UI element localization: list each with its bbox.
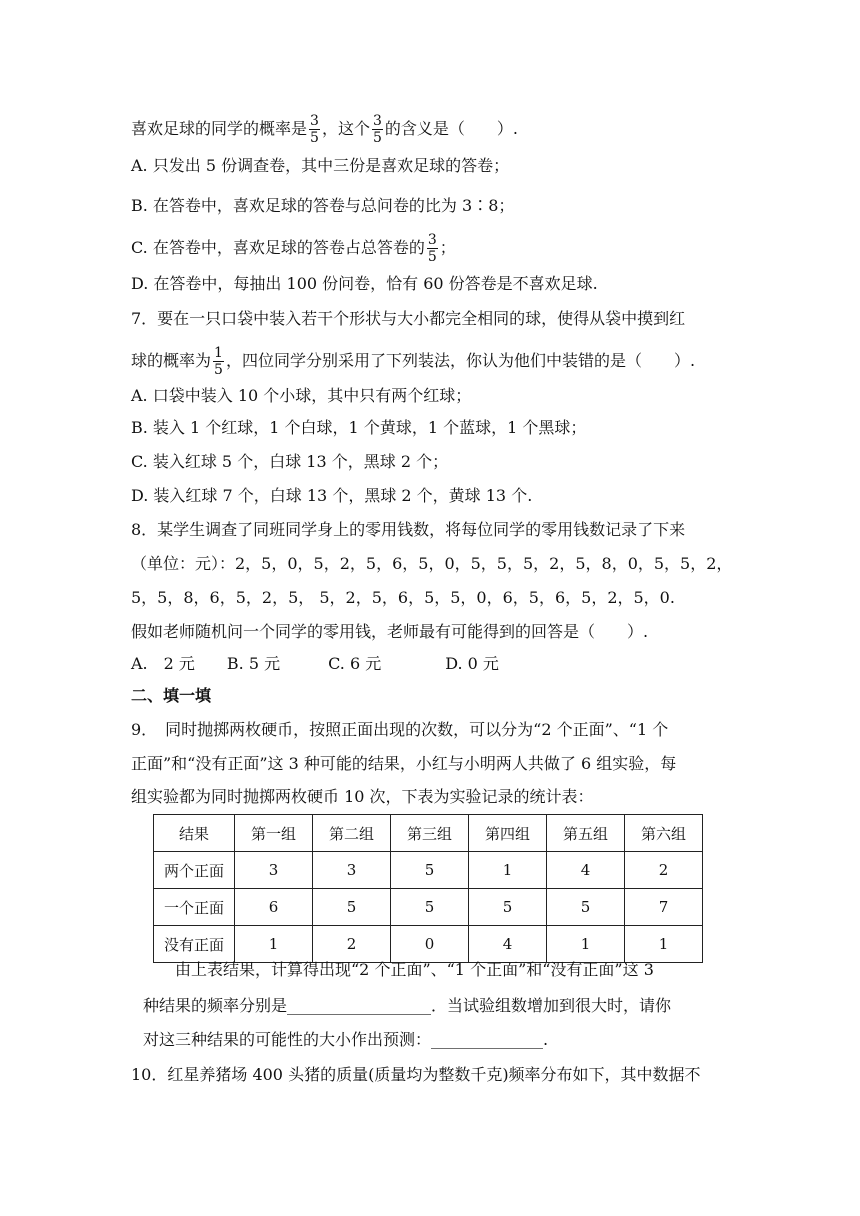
fraction-three-fifths-3: $\frac{3}{5}$ (427, 232, 437, 265)
table-cell: 没有正面 (154, 926, 235, 963)
table-cell: 4 (547, 852, 625, 889)
table-cell: 5 (391, 852, 469, 889)
q8-line4: 假如老师随机问一个同学的零用钱，老师最有可能得到的回答是（ ）. (131, 622, 649, 641)
q7-option-d: D. 装入红球 7 个，白球 13 个，黑球 2 个，黄球 13 个. (131, 486, 533, 505)
q9-after-line3: 对这三种结果的可能性的大小作出预测：______________. (143, 1030, 549, 1049)
q7-option-b: B. 装入 1 个红球，1 个白球，1 个黄球，1 个蓝球，1 个黑球； (131, 418, 587, 437)
q8-line2: （单位：元）：2，5，0，5，2，5，6，5，0，5，5，5，2，5，8，0，5，5，2， (131, 554, 733, 573)
q9-line3: 组实验都为同时抛掷两枚硬币 10 次，下表为实验记录的统计表： (131, 787, 594, 806)
q7-option-c: C. 装入红球 5 个，白球 13 个，黑球 2 个； (131, 452, 449, 471)
table-cell: 1 (547, 926, 625, 963)
fraction-three-fifths-2: $\frac{3}{5}$ (372, 113, 382, 146)
q6-option-d: D. 在答卷中，每抽出 100 份问卷，恰有 60 份答卷是不喜欢足球. (131, 274, 598, 293)
q6-option-b: B. 在答卷中，喜欢足球的答卷与总问卷的比为 3∶8； (131, 196, 515, 215)
table-row (154, 889, 703, 926)
table-cell: 6 (235, 889, 313, 926)
fraction-three-fifths: $\frac{3}{5}$ (310, 113, 319, 146)
q6-option-a: A. 只发出 5 份调查卷，其中三份是喜欢足球的答卷； (131, 156, 510, 175)
q7-line2: 球的概率为 $\frac{1}{5}$ ，四位同学分别采用了下列装法，你认为他们中装错的是（ ）. (131, 345, 696, 378)
q9-line1: 9． 同时抛掷两枚硬币，按照正面出现的次数，可以分为“2 个正面”、“1 个 (131, 720, 669, 739)
q9-line2: 正面”和“没有正面”这 3 种可能的结果，小红与小明两人共做了 6 组实验，每 (131, 754, 677, 773)
q9-after-line2: 种结果的频率分别是__________________．当试验组数增加到很大时，请你 (143, 996, 672, 1015)
fraction-one-fifth: $\frac{1}{5}$ (214, 345, 223, 378)
table-cell: 1 (469, 852, 547, 889)
table-cell: 5 (469, 889, 547, 926)
q6-stem: 喜欢足球的同学的概率是 $\frac{3}{5}$ ，这个 $\frac{3}{5}$ 的含义是（ ）. (131, 113, 518, 146)
table-cell: 1 (235, 926, 313, 963)
q10-line1: 10．红星养猪场 400 头猪的质量(质量均为整数千克)频率分布如下，其中数据不 (131, 1065, 701, 1084)
table-cell: 5 (391, 889, 469, 926)
q8-options: A. 2 元 B. 5 元 C. 6 元 D. 0 元 (131, 654, 499, 673)
section-heading: 二、填一填 (131, 686, 212, 705)
q7-option-a: A. 口袋中装入 10 个小球，其中只有两个红球； (131, 386, 472, 405)
table-header-cell: 第四组 (469, 815, 547, 852)
table-cell: 一个正面 (154, 889, 235, 926)
table-cell: 2 (313, 926, 391, 963)
table-row (154, 852, 703, 889)
table-header-cell: 结果 (154, 815, 235, 852)
table-cell: 3 (313, 852, 391, 889)
table-header-cell: 第二组 (313, 815, 391, 852)
q8-line1: 8．某学生调查了同班同学身上的零用钱数，将每位同学的零用钱数记录了下来 (131, 520, 686, 539)
table-header-cell: 第五组 (547, 815, 625, 852)
q9-after-line1: 由上表结果，计算得出现“2 个正面”、“1 个正面”和“没有正面”这 3 (175, 960, 654, 979)
experiment-table (153, 814, 703, 963)
table-cell: 1 (625, 926, 703, 963)
table-cell: 两个正面 (154, 852, 235, 889)
q7-line1: 7．要在一只口袋中装入若干个形状与大小都完全相同的球，使得从袋中摸到红 (131, 309, 686, 328)
table-header-cell: 第三组 (391, 815, 469, 852)
table-cell: 4 (469, 926, 547, 963)
table-cell: 3 (235, 852, 313, 889)
table-header-row (154, 815, 703, 852)
table-cell: 0 (391, 926, 469, 963)
q8-line3: 5，5，8，6，5，2，5， 5，2，5，6，5，5，0，6，5，6，5，2，5，0. (131, 588, 675, 607)
table-cell: 5 (313, 889, 391, 926)
q6-option-c: C. 在答卷中，喜欢足球的答卷占总答卷的 $\frac{3}{5}$ ； (131, 232, 456, 265)
table-header-cell: 第六组 (625, 815, 703, 852)
table-cell: 7 (625, 889, 703, 926)
table-cell: 5 (547, 889, 625, 926)
table-header-cell: 第一组 (235, 815, 313, 852)
table-cell: 2 (625, 852, 703, 889)
table-row (154, 926, 703, 963)
